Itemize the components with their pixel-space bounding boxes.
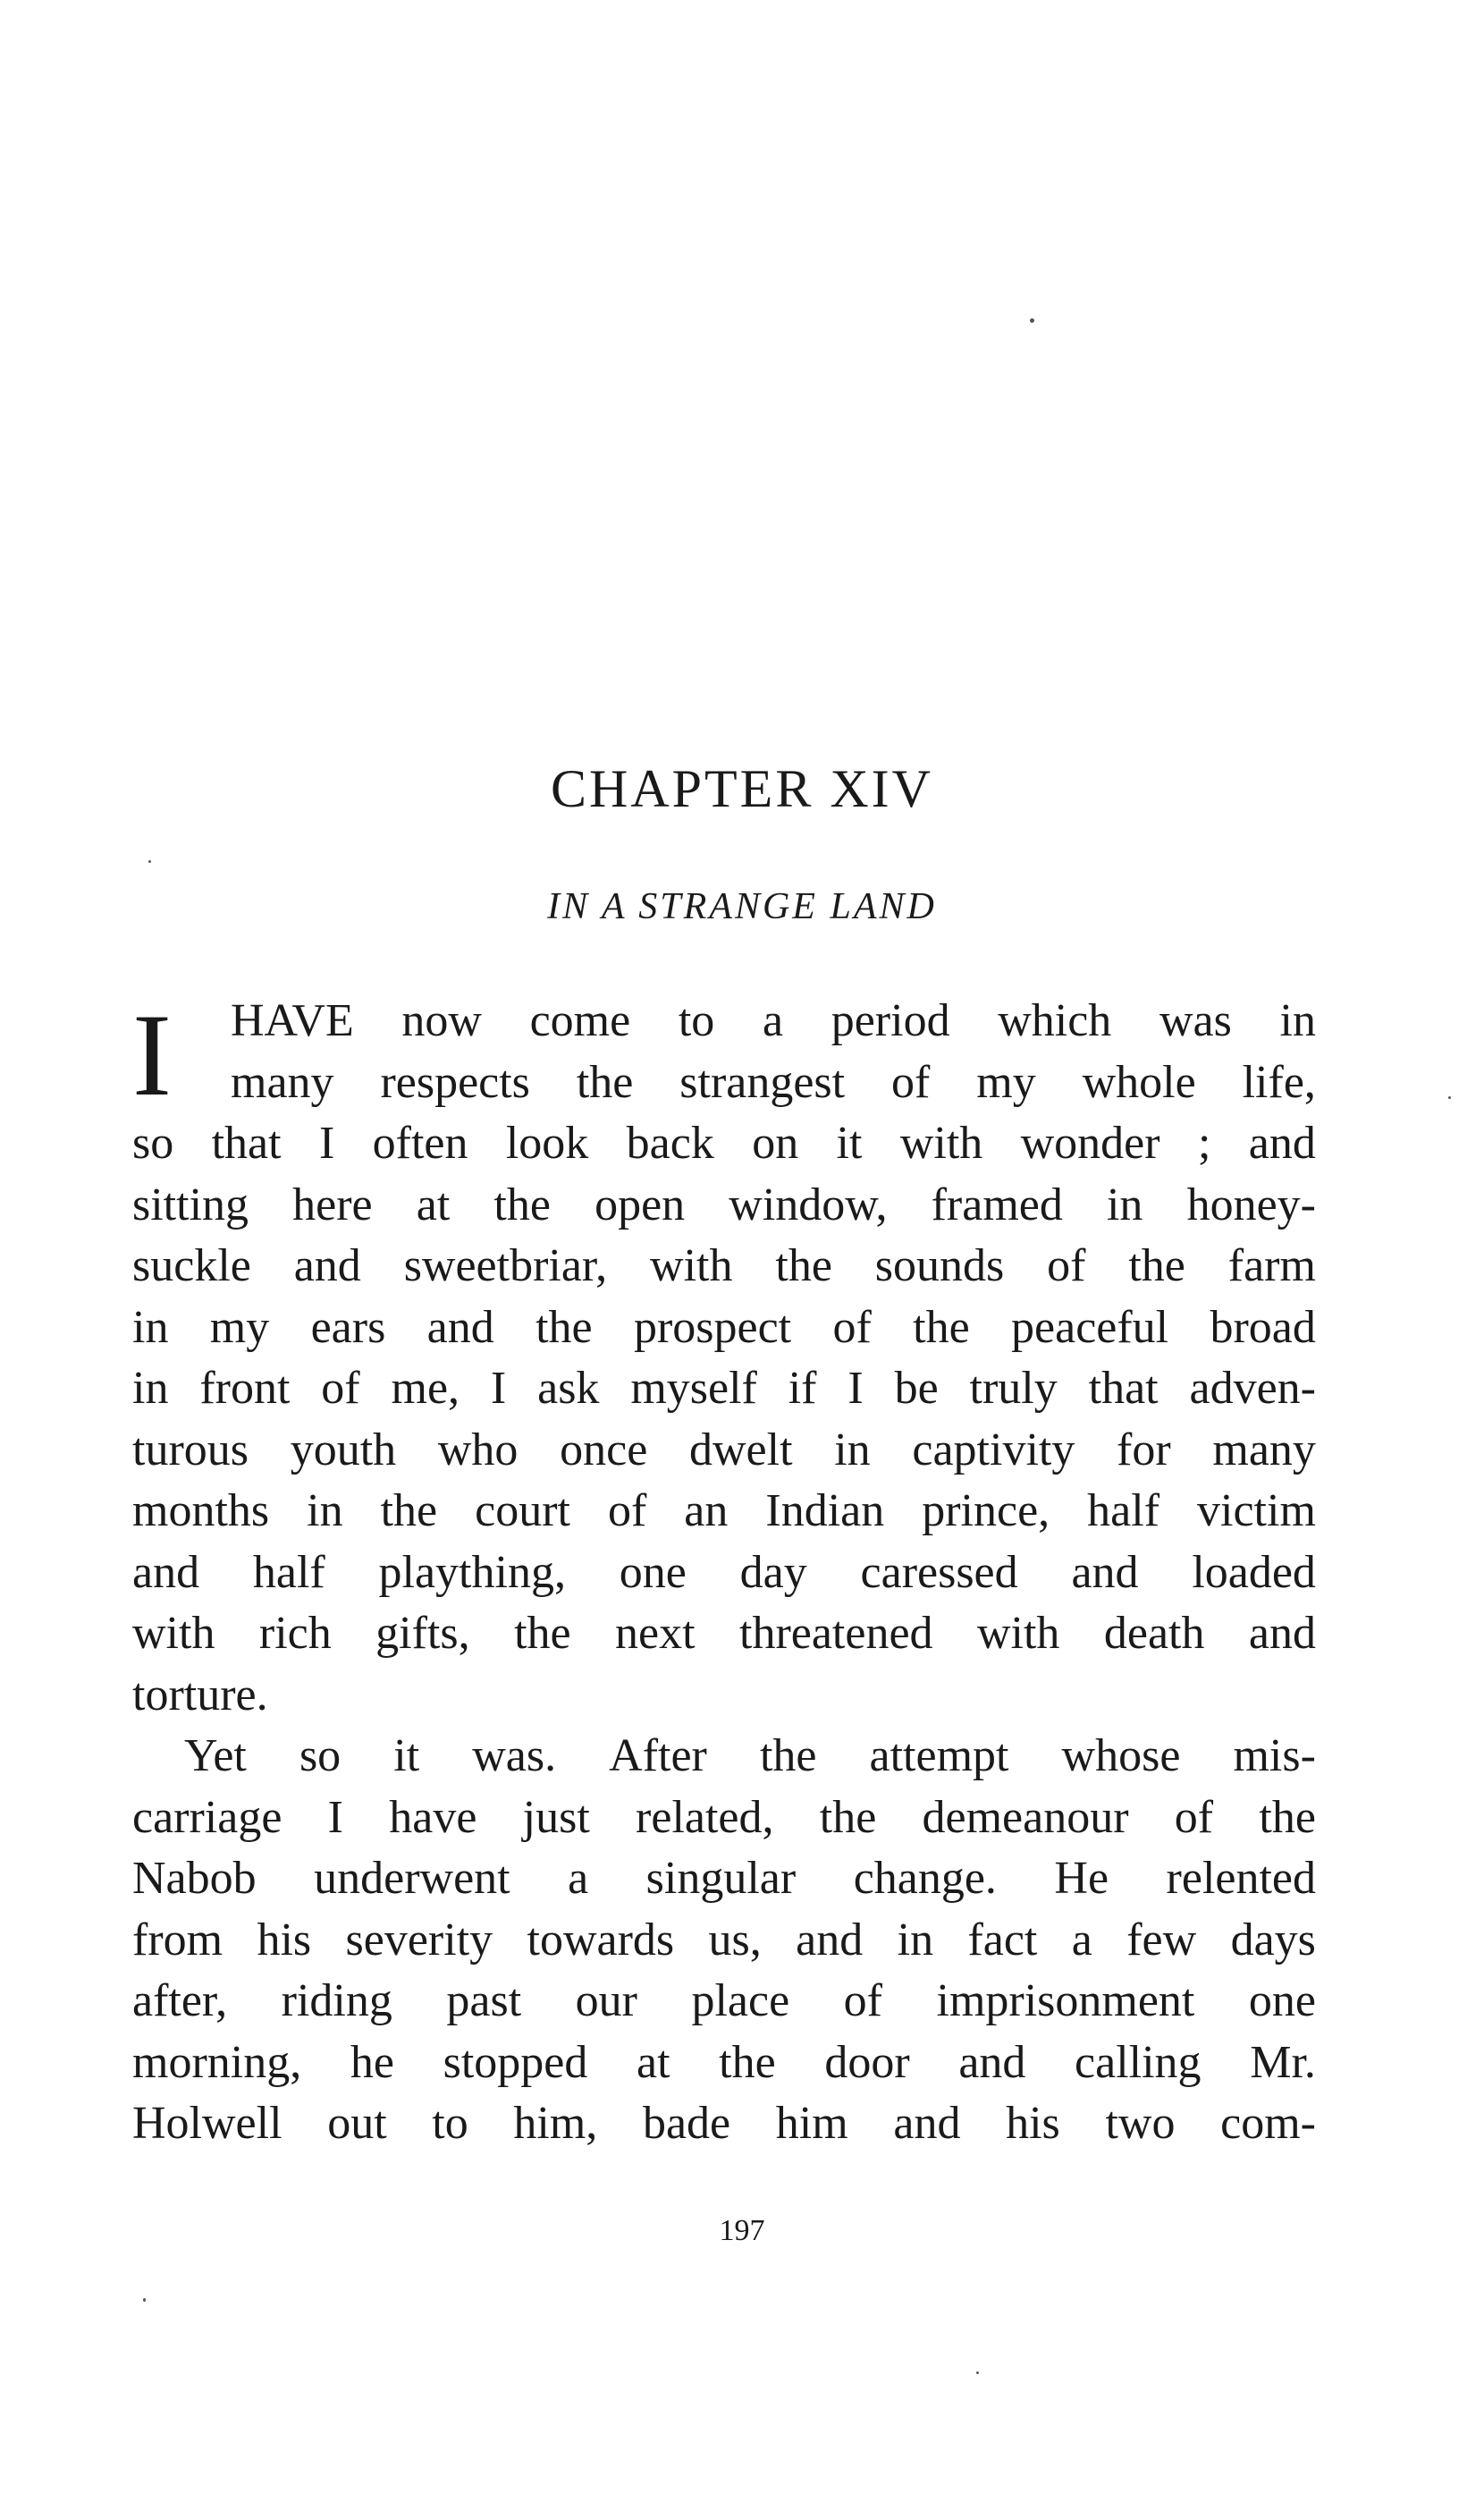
text-line: many respects the strangest of my whole life, <box>231 1056 1316 1108</box>
paragraph-1 <box>132 991 1316 1726</box>
scan-speck <box>1448 1096 1451 1099</box>
scan-speck <box>1030 318 1034 323</box>
page-number: 197 <box>719 2214 765 2247</box>
text-line: carriage I have just related, the demeanour of the <box>132 1791 1316 1843</box>
paragraph-2 <box>132 1726 1316 2155</box>
text-line: morning, he stopped at the door and calling Mr. <box>132 2036 1316 2088</box>
text-line: turous youth who once dwelt in captivity for many <box>132 1424 1316 1475</box>
body-text <box>132 991 1316 2155</box>
text-line: in front of me, I ask myself if I be truly that adven- <box>132 1363 1316 1414</box>
chapter-title: CHAPTER XIV <box>550 759 933 818</box>
text-line: with rich gifts, the next threatened with death and <box>132 1608 1316 1659</box>
text-line: after, riding past our place of imprisonment one <box>132 1975 1316 2026</box>
text-line: HAVE now come to a period which was in <box>231 995 1316 1046</box>
text-line: in my ears and the prospect of the peaceful broad <box>132 1301 1316 1353</box>
text-line: suckle and sweetbriar, with the sounds of the farm <box>132 1240 1316 1291</box>
text-line: Holwell out to him, bade him and his two com- <box>132 2098 1316 2149</box>
text-line: so that I often look back on it with wonder ; and <box>132 1118 1316 1169</box>
text-line: from his severity towards us, and in fact a few days <box>132 1914 1316 1965</box>
text-line: Yet so it was. After the attempt whose mis- <box>184 1730 1316 1781</box>
text-line: and half plaything, one day caressed and loaded <box>132 1546 1316 1598</box>
scan-speck <box>143 2298 146 2302</box>
text-line: torture. <box>132 1669 268 1720</box>
text-line: sitting here at the open window, framed in honey- <box>132 1179 1316 1230</box>
text-line: Nabob underwent a singular change. He relented <box>132 1853 1316 1904</box>
text-line: months in the court of an Indian prince, half victim <box>132 1485 1316 1536</box>
drop-cap: I <box>132 989 172 1120</box>
chapter-subtitle: IN A STRANGE LAND <box>547 886 937 927</box>
scan-speck <box>148 860 151 863</box>
scan-speck <box>976 2371 979 2374</box>
